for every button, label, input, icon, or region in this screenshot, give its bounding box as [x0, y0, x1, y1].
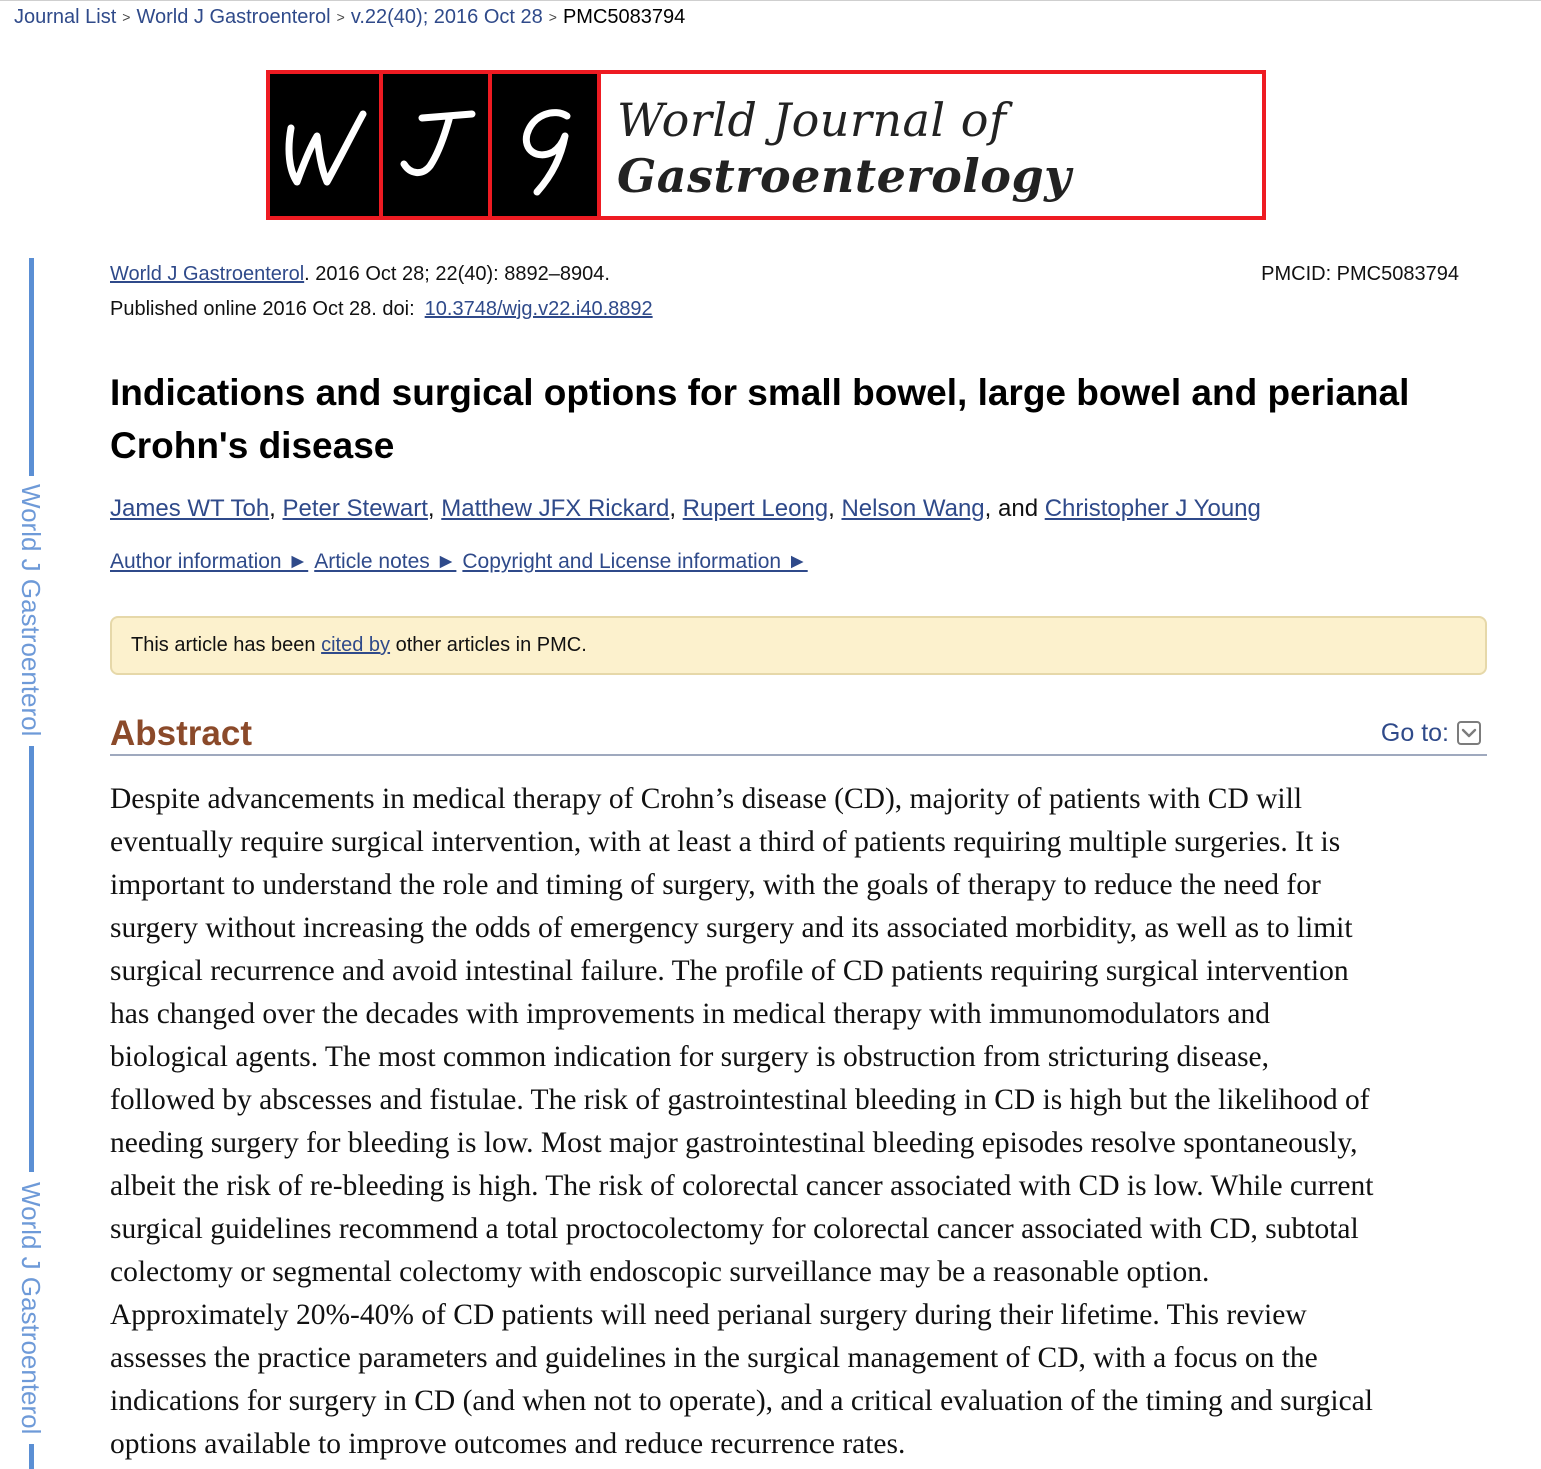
- banner-journal-name: [601, 74, 1071, 216]
- abstract-line: surgical recurrence and avoid intestinal failure. The profile of CD patients requiring surgical intervention: [110, 955, 1349, 987]
- abstract-divider: [110, 754, 1487, 756]
- published-line: [110, 296, 653, 322]
- side-label-text: World J Gastroenterol: [16, 1182, 46, 1435]
- top-border: [0, 0, 1541, 1]
- abstract-line: surgery without increasing the odds of emergency surgery and its associated morbidity, as well as to limit: [110, 912, 1353, 944]
- article-info-links: [110, 549, 814, 575]
- abstract-line: important to understand the role and timing of surgery, with the goals of therapy to reduce the need for: [110, 869, 1321, 901]
- goto-label: Go to:: [1380, 719, 1449, 747]
- breadcrumb-current: PMC5083794: [562, 6, 686, 28]
- abstract-line: needing surgery for bleeding is low. Most major gastrointestinal bleeding episodes resolve spontaneously,: [110, 1127, 1358, 1159]
- abstract-line: indications for surgery in CD (and when not to operate), and a critical evaluation of the timing and surgical: [110, 1385, 1373, 1417]
- banner-letter-w: [76, 74, 379, 216]
- abstract-line: has changed over the decades with improvements in medical therapy with immunomodulators and: [110, 998, 1271, 1030]
- abstract-line: albeit the risk of re-bleeding is high. The risk of colorectal cancer associated with CD is low. While current: [110, 1170, 1374, 1202]
- article-notes-toggle[interactable]: Article notes ►: [314, 550, 457, 573]
- author-link[interactable]: Peter Stewart: [282, 495, 428, 522]
- abstract-line: assesses the practice parameters and guidelines in the surgical management of CD, with a focus on the: [110, 1342, 1318, 1374]
- article-title: Indications and surgical options for small bowel, large bowel and perianal Crohn's disease: [110, 372, 1410, 466]
- abstract-line: followed by abscesses and fistulae. The risk of gastrointestinal bleeding in CD is high but the likelihood of: [110, 1084, 1370, 1116]
- abstract-text: [110, 778, 1510, 1466]
- cited-by-link[interactable]: cited by: [321, 634, 391, 656]
- breadcrumb: [14, 5, 685, 30]
- breadcrumb-issue[interactable]: v.22(40); 2016 Oct 28: [350, 6, 543, 28]
- author-link[interactable]: Rupert Leong: [682, 495, 829, 522]
- letter-j-icon: [187, 90, 484, 200]
- goto-menu[interactable]: [1381, 716, 1481, 750]
- letter-g-icon: [497, 90, 593, 200]
- abstract-line: options available to improve outcomes and reduce recurrence rates.: [110, 1428, 906, 1460]
- side-label-bar: [29, 746, 34, 1172]
- doi-link[interactable]: 10.3748/wjg.v22.i40.8892: [424, 298, 653, 320]
- abstract-line: biological agents. The most common indication for surgery is obstruction from stricturing disease,: [110, 1041, 1270, 1073]
- citation-line: [110, 261, 610, 287]
- abstract-line: Despite advancements in medical therapy of Crohn’s disease (CD), majority of patients with CD will: [110, 783, 1303, 815]
- abstract-line: eventually require surgical intervention, with at least a third of patients requiring multiple surgeries. It is: [110, 826, 1341, 858]
- pmcid: PMCID: PMC5083794: [1261, 263, 1459, 285]
- cited-by-notice: This article has been cited by other articles in PMC.: [110, 616, 1487, 675]
- author-link[interactable]: James WT Toh: [110, 495, 270, 522]
- chevron-right-icon: >: [336, 9, 345, 25]
- chevron-right-icon: >: [548, 9, 557, 25]
- copyright-license-toggle[interactable]: Copyright and License information ►: [462, 550, 808, 573]
- journal-banner[interactable]: [76, 70, 1266, 220]
- author-list: James WT Toh, Peter Stewart, Matthew JFX Rickard, Rupert Leong, Nelson Wang, and Christopher J Young: [110, 495, 1261, 522]
- author-link[interactable]: Christopher J Young: [1044, 495, 1261, 522]
- svg-text:J: J: [187, 90, 188, 91]
- banner-name-line1: World Journal of: [617, 93, 1007, 147]
- breadcrumb-journal-list[interactable]: Journal List: [14, 6, 117, 28]
- breadcrumb-journal[interactable]: World J Gastroenterol: [136, 6, 331, 28]
- chevron-right-icon: >: [122, 9, 131, 25]
- banner-letter-j: [187, 74, 488, 216]
- chevron-down-icon[interactable]: [1457, 721, 1481, 745]
- published-text: Published online 2016 Oct 28. doi:: [110, 298, 415, 320]
- svg-text:W: W: [76, 90, 78, 91]
- side-label-bar: [29, 1444, 34, 1469]
- author-link[interactable]: Nelson Wang: [841, 495, 985, 522]
- abstract-line: surgical guidelines recommend a total proctocolectomy for colorectal cancer associated with CD, subtotal: [110, 1213, 1359, 1245]
- author-link[interactable]: Matthew JFX Rickard: [441, 495, 670, 522]
- author-information-toggle[interactable]: Author information ►: [110, 550, 309, 573]
- banner-name-line2: Gastroenterology: [617, 149, 1072, 203]
- abstract-line: Approximately 20%-40% of CD patients will need perianal surgery during their lifetime. This review: [110, 1299, 1307, 1331]
- letter-w-icon: [76, 90, 373, 200]
- banner-letter-g: [488, 74, 597, 216]
- citation-details: . 2016 Oct 28; 22(40): 8892–8904.: [304, 263, 610, 285]
- abstract-heading: Abstract: [110, 714, 252, 753]
- side-label-text: World J Gastroenterol: [16, 484, 46, 737]
- side-label-bar: [29, 258, 34, 476]
- journal-link[interactable]: World J Gastroenterol: [110, 263, 305, 285]
- abstract-line: colectomy or segmental colectomy with endoscopic surveillance may be a reasonable option.: [110, 1256, 1210, 1288]
